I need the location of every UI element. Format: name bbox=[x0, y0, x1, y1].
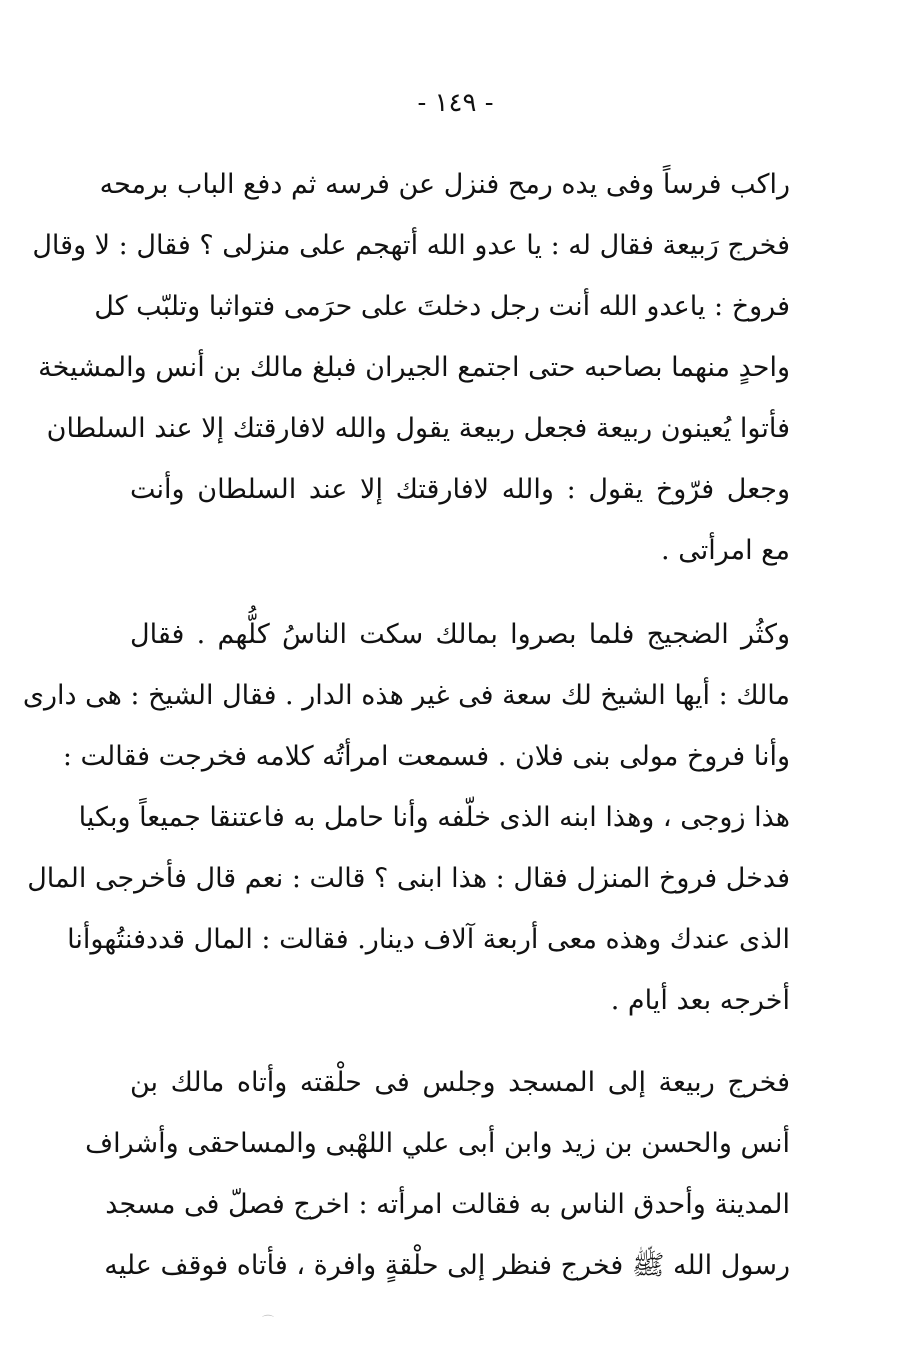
paragraph-1 bbox=[32, 154, 790, 581]
text-line: واحدٍ منهما بصاحبه حتى اجتمع الجيران فبلغ مالك بن أنس والمشيخة bbox=[38, 352, 790, 383]
text-line: فأتوا يُعينون ربيعة فجعل ربيعة يقول والله لافارقتك إلا عند السلطان bbox=[46, 413, 790, 444]
text-line: مالك : أيها الشيخ لك سعة فى غير هذه الدار . فقال الشيخ : هى دارى bbox=[22, 680, 790, 711]
text-line: راكب فرساً وفى يده رمح فنزل عن فرسه ثم دفع الباب برمحه bbox=[99, 169, 790, 200]
text-line: وأنا فروخ مولى بنى فلان . فسمعت امرأتُه كلامه فخرجت فقالت : bbox=[62, 741, 790, 772]
text-line: فروخ : ياعدو الله أنت رجل دخلتَ على حرَمى فتواثبا وتلبّب كل bbox=[94, 291, 790, 322]
paragraph-3 bbox=[85, 1052, 790, 1296]
text-line: مع امرأتى . bbox=[661, 535, 790, 566]
text-line: فخرج رَبيعة فقال له : يا عدو الله أتهجم على منزلى ؟ فقال : لا وقال bbox=[32, 230, 790, 261]
bottom-mark: ⌒ bbox=[262, 1314, 275, 1328]
text-line: أخرجه بعد أيام . bbox=[610, 985, 790, 1016]
text-line: فخرج ربيعة إلى المسجد وجلس فى حلْقته وأتاه مالك بن bbox=[130, 1067, 790, 1098]
text-line: هذا زوجى ، وهذا ابنه الذى خلّفه وأنا حامل به فاعتنقا جميعاً وبكيا bbox=[78, 802, 790, 833]
text-line: المدينة وأحدق الناس به فقالت امرأته : اخرج فصلّ فى مسجد bbox=[105, 1189, 790, 1220]
text-line: وكثُر الضجيج فلما بصروا بمالك سكت الناسُ كلُّهم . فقال bbox=[130, 619, 790, 650]
text-line: وجعل فرّوخ يقول : والله لافارقتك إلا عند السلطان وأنت bbox=[130, 474, 790, 505]
page-number: - ١٤٩ - bbox=[417, 88, 494, 118]
text-line: أنس والحسن بن زيد وابن أبى علي اللهْبى والمساحقى وأشراف bbox=[85, 1128, 790, 1159]
text-line: رسول الله ﷺ فخرج فنظر إلى حلْقةٍ وافرة ، فأتاه فوقف عليه bbox=[104, 1250, 790, 1281]
paragraph-2 bbox=[22, 604, 790, 1031]
text-line: فدخل فروخ المنزل فقال : هذا ابنى ؟ قالت : نعم قال فأخرجى المال bbox=[27, 863, 790, 894]
text-line: الذى عندك وهذه معى أربعة آلاف دينار. فقالت : المال قددفنتُهوأنا bbox=[67, 924, 790, 955]
